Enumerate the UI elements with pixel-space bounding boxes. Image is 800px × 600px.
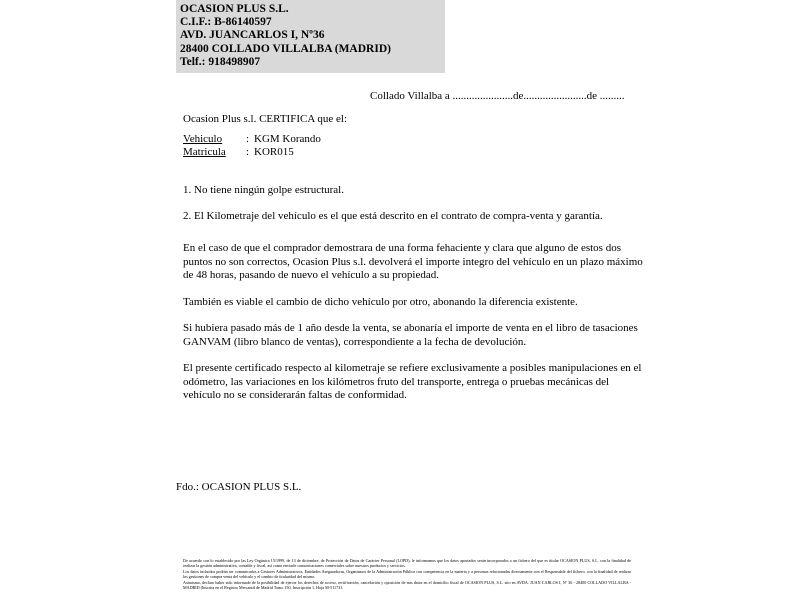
legal-notice [183, 558, 631, 591]
list-item: 1. No tiene ningún golpe estructural. [183, 184, 344, 196]
certification-intro: Ocasion Plus s.l. CERTIFICA que el: [183, 113, 348, 125]
signature-line: Fdo.: OCASION PLUS S.L. [176, 481, 302, 493]
legal-notice-paragraph: Los datos incluidos podrán ser comunicados a Gestores Administrativos, Entidades Aseguradoras, Organismos de la Administración Pública con competencia en la materia y a personas relacionadas directamente con el Responsable del fichero, con la finalidad de realizar los gestiones de compra venta del vehículo y el cambio de titularidad del mismo. [183, 569, 631, 580]
company-cif: C.I.F.: B-86140597 [180, 16, 272, 29]
company-name: OCASION PLUS S.L. [180, 3, 289, 15]
plate-value: KOR015 [254, 146, 294, 158]
vehicle-label: Vehiculo [183, 133, 223, 145]
vehicle-value: KGM Korando [254, 133, 321, 145]
paragraph-refund: En el caso de que el comprador demostrara de una forma fehaciente y clara que alguno de estos dos puntos no son correctos, Ocasion Plus s.l. devolverá el importe integro del vehículo en un plazo máximo de 48 horas, pasando de nuevo el vehículo a su propiedad. [183, 242, 643, 281]
vehicle-field-row: Vehiculo :KGM Korando [183, 133, 321, 145]
paragraph-odometer-scope: El presente certificado respecto al kilometraje se refiere exclusivamente a posibles manipulaciones en el odómetro, las variaciones en los kilómetros fruto del transporte, entrega o pruebas mecánicas del vehículo no se considerarán faltas de conformidad. [183, 362, 642, 401]
company-phone: Telf.: 918498907 [180, 55, 261, 68]
company-street: AVD. JUANCARLOS I, Nº36 [180, 29, 325, 42]
paragraph-exchange: También es viable el cambio de dicho vehículo por otro, abonando la diferencia existente. [183, 295, 578, 308]
plate-label: Matricula [183, 146, 226, 158]
legal-notice-paragraph: De acuerdo con lo establecido por las Ley Orgánica 15/1999, de 13 de diciembre, de Protección de Datos de Carácter Personal (LOPD), le informamos que los datos aportados serán incorporados a un fichero del que es titular OCASION PLUS, S.L. con la finalidad de realizar la gestión administrativa, contable y fiscal, así como enviarle comunicaciones comerciales sobre nuestros productos y servicios. [183, 558, 631, 569]
legal-notice-paragraph: Asimismo, declaro haber sido informado de la posibilidad de ejercer los derechos de acceso, rectificación, cancelación y oposición de mis datos en el domicilio fiscal de OCASION PLUS, S.L. sito en AVDA. JUAN CARLOS I, Nº 36 - 28400 COLLADO VILLALBA - MADRID (Inscrita en el Registro Mercantil de Madrid Tomo 150, Inscripción 1, Hoja M-511731. [183, 580, 631, 591]
place-and-date-line: Collado Villalba a ......................de.......................de ......... [370, 90, 625, 102]
company-letterhead [176, 0, 445, 73]
list-item: 2. El Kilometraje del vehículo es el que está descrito en el contrato de compra-venta y garantía. [183, 210, 603, 222]
paragraph-ganvam: Si hubiera pasado más de 1 año desde la venta, se abonaría el importe de venta en el libro de tasaciones GANVAM (libro blanco de ventas), correspondiente a la fecha de devolución. [183, 322, 638, 348]
document-body [183, 113, 643, 416]
numbered-points-list [183, 184, 643, 222]
plate-field-row: Matricula :KOR015 [183, 146, 294, 158]
company-city: 28400 COLLADO VILLALBA (MADRID) [180, 42, 391, 55]
